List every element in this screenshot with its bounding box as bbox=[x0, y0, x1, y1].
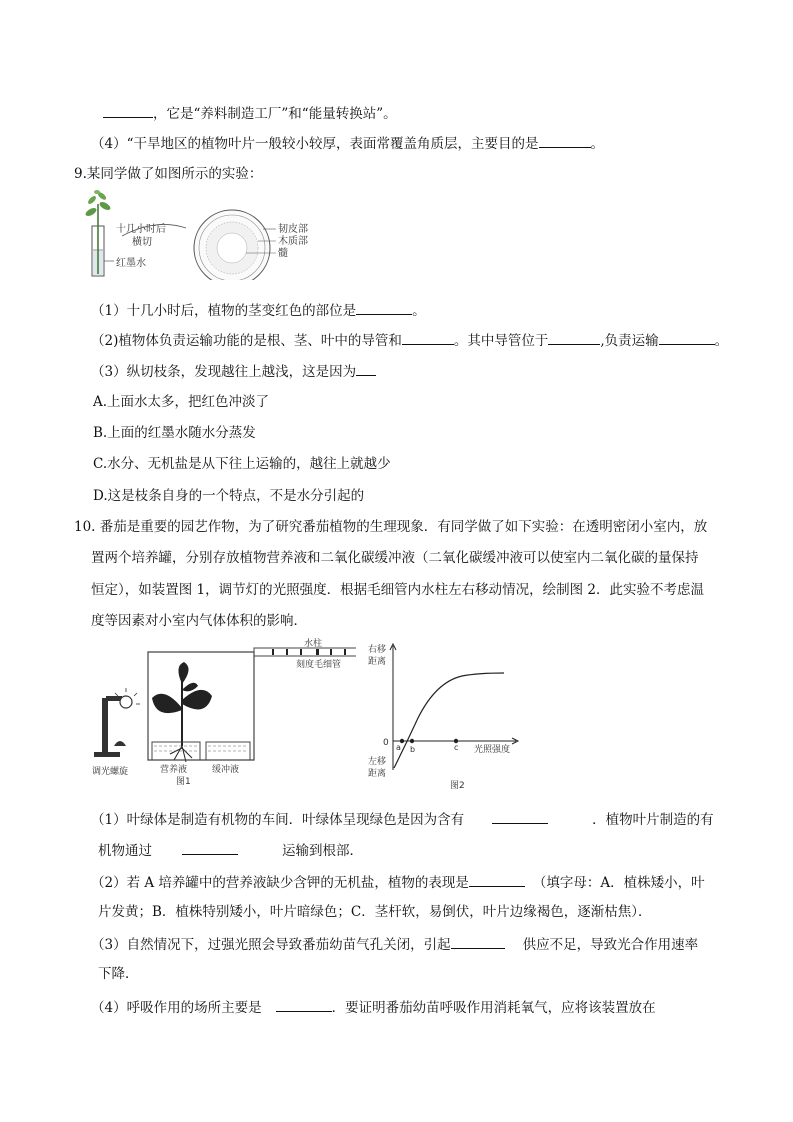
buffer-jar bbox=[206, 742, 250, 760]
q9-q3: （3）纵切枝条，发现越往上越浅，这是因为 bbox=[91, 361, 376, 381]
label-xylem: 木质部 bbox=[278, 236, 308, 247]
answer-blank[interactable] bbox=[356, 361, 376, 376]
q10-figure1-apparatus bbox=[90, 638, 360, 796]
answer-blank[interactable] bbox=[356, 300, 412, 315]
q10-q1-line2: 机物通过 运输到根部． bbox=[98, 840, 363, 860]
q10-q3-line2: 下降． bbox=[98, 966, 139, 982]
label-ink: 红墨水 bbox=[116, 258, 146, 269]
buffer-label: 缓冲液 bbox=[212, 765, 240, 775]
answer-blank[interactable] bbox=[659, 330, 715, 345]
label-phloem: 韧皮部 bbox=[278, 224, 308, 235]
fig1-caption: 图1 bbox=[176, 777, 191, 787]
fig2-caption: 图2 bbox=[450, 781, 465, 791]
point-c-label: c bbox=[454, 743, 459, 752]
q10-q2-line2: 片发黄；B．植株特别矮小，叶片暗绿色；C．茎杆软，易倒伏，叶片边缘褐色，逐渐枯焦）． bbox=[98, 904, 652, 920]
q8-item4: （4）“干旱地区的植物叶片一般较小较厚，表面常覆盖角质层，主要目的是 。 bbox=[91, 133, 604, 153]
x-axis-label: 光照强度 bbox=[474, 745, 511, 755]
y-top-label-2: 距离 bbox=[368, 657, 387, 667]
q10-stem-line2: 置两个培养罐，分别存放植物营养液和二氧化碳缓冲液（二氧化碳缓冲液可以使室内二氧化碳的量保持 bbox=[91, 550, 699, 566]
y-top-label-1: 右移 bbox=[368, 645, 387, 655]
answer-blank[interactable] bbox=[539, 133, 591, 148]
point-b-label: b bbox=[410, 745, 416, 754]
label-cut: 横切 bbox=[132, 237, 152, 248]
label-pith: 髓 bbox=[278, 248, 288, 259]
q10-stem-line3: 恒定），如装置图 1，调节灯的光照强度．根据毛细管内水柱左右移动情况，绘制图 2．此实验不考虑温 bbox=[91, 582, 705, 598]
point-b-marker bbox=[410, 739, 414, 743]
q8-line1: ，它是“养料制造工厂”和“能量转换站”。 bbox=[103, 103, 397, 123]
q10-stem-line4: 度等因素对小室内气体体积的影响． bbox=[91, 613, 307, 629]
q10-stem-line1: 10. 番茄是重要的园艺作物，为了研究番茄植物的生理现象．有同学做了如下实验：在透明密闭小室内，放 bbox=[74, 519, 708, 535]
answer-blank[interactable] bbox=[103, 103, 153, 118]
answer-blank[interactable] bbox=[469, 872, 525, 887]
q9-option-d[interactable]: D.这是枝条自身的一个特点，不是水分引起的 bbox=[93, 488, 365, 504]
plant-cutting-illustration bbox=[84, 190, 114, 276]
q10-q2-line1: （2）若 A 培养罐中的营养液缺少含钾的无机盐，植物的表现是 （填字母：A．植株矮小，叶 bbox=[91, 872, 705, 892]
q10-q3-line1: （3）自然情况下，过强光照会导致番茄幼苗气孔关闭，引起 供应不足，导致光合作用速率 bbox=[91, 934, 698, 954]
q9-option-c[interactable]: C.水分、无机盐是从下往上运输的，越往上就越少 bbox=[93, 456, 391, 472]
knob-label: 调光螺旋 bbox=[92, 767, 129, 777]
q9-option-a[interactable]: A.上面水太多，把红色冲淡了 bbox=[93, 394, 270, 410]
q10-figure2-graph bbox=[366, 640, 526, 795]
q9-q2: （2)植物体负责运输功能的是根、茎、叶中的导管和 。其中导管位于 ,负责运输 。 bbox=[91, 330, 728, 350]
y-bottom-label-1: 左移 bbox=[368, 757, 387, 767]
y-bottom-label-2: 距离 bbox=[368, 769, 387, 779]
label-time: 十几小时后 bbox=[116, 224, 166, 235]
capillary-label: 刻度毛细管 bbox=[296, 660, 342, 670]
answer-blank[interactable] bbox=[402, 330, 454, 345]
tomato-plant bbox=[152, 662, 212, 762]
answer-blank[interactable] bbox=[182, 840, 238, 855]
q10-q4-line1: （4）呼吸作用的场所主要是 ．要证明番茄幼苗呼吸作用消耗氧气，应将该装置放在 bbox=[91, 997, 656, 1017]
q9-stem: 9.某同学做了如图所示的实验： bbox=[74, 166, 263, 182]
origin-label: 0 bbox=[383, 738, 389, 748]
point-a-label: a bbox=[396, 743, 401, 752]
q9-option-b[interactable]: B.上面的红墨水随水分蒸发 bbox=[93, 425, 256, 441]
q10-q1-line1: （1）叶绿体是制造有机物的车间．叶绿体呈现绿色是因为含有 ．植物叶片制造的有 bbox=[91, 809, 714, 829]
answer-blank[interactable] bbox=[492, 809, 548, 824]
lamp-icon bbox=[94, 688, 140, 757]
q9-experiment-figure bbox=[76, 188, 316, 280]
answer-blank[interactable] bbox=[451, 934, 505, 949]
stem-cross-section bbox=[194, 210, 270, 280]
answer-blank[interactable] bbox=[548, 330, 600, 345]
answer-blank[interactable] bbox=[276, 997, 332, 1012]
nutrient-label: 营养液 bbox=[160, 765, 188, 775]
q9-q1: （1）十几小时后，植物的茎变红色的部位是 。 bbox=[91, 300, 426, 320]
water-column-label: 水柱 bbox=[304, 639, 323, 649]
